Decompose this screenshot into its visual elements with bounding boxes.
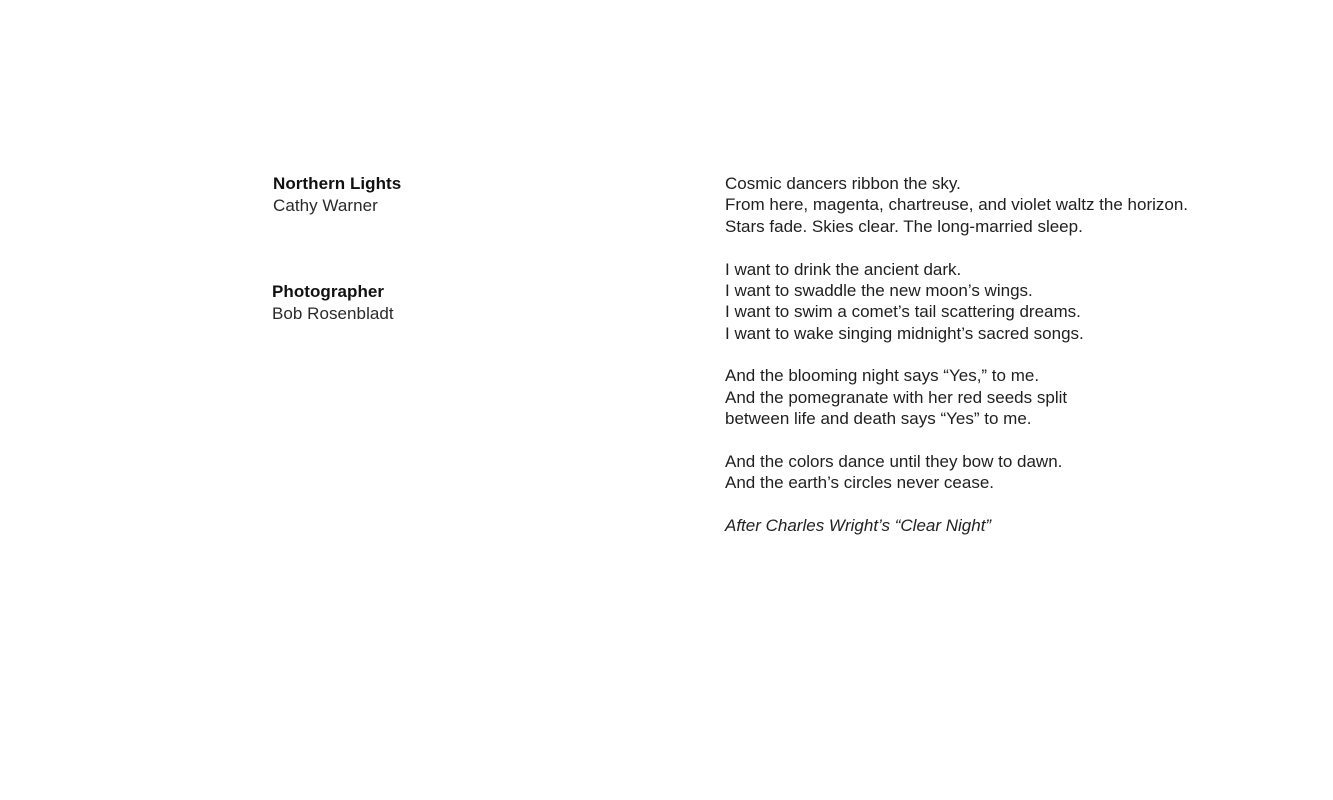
stanza-3 [725, 365, 1325, 429]
poem-line: I want to swaddle the new moon’s wings. [725, 280, 1033, 300]
stanza-4 [725, 451, 1325, 494]
stanza-2 [725, 259, 1325, 345]
stanza-1 [725, 173, 1325, 237]
poem-line: Stars fade. Skies clear. The long-married sleep. [725, 216, 1083, 236]
photographer-name: Bob Rosenbladt [272, 303, 394, 323]
photographer-block [272, 281, 394, 324]
poem-line: And the pomegranate with her red seeds split [725, 387, 1068, 407]
poem-line: I want to wake singing midnight’s sacred songs. [725, 323, 1084, 343]
title-block [273, 173, 401, 216]
poem-line: And the colors dance until they bow to dawn. [725, 451, 1063, 471]
poem-line: From here, magenta, chartreuse, and violet waltz the horizon. [725, 195, 1189, 215]
poem-body [725, 173, 1325, 536]
poem-line: I want to swim a comet’s tail scattering dreams. [725, 302, 1081, 322]
poem-title: Northern Lights [273, 174, 402, 193]
photographer-heading: Photographer [272, 282, 385, 301]
poem-line: I want to drink the ancient dark. [725, 259, 962, 279]
poem-line: And the blooming night says “Yes,” to me. [725, 366, 1040, 386]
poem-line: between life and death says “Yes” to me. [725, 409, 1032, 429]
poem-line: And the earth’s circles never cease. [725, 473, 994, 493]
poem-line: Cosmic dancers ribbon the sky. [725, 174, 961, 193]
poem-attribution: After Charles Wright’s “Clear Night” [725, 516, 992, 536]
poem-author: Cathy Warner [273, 195, 378, 215]
